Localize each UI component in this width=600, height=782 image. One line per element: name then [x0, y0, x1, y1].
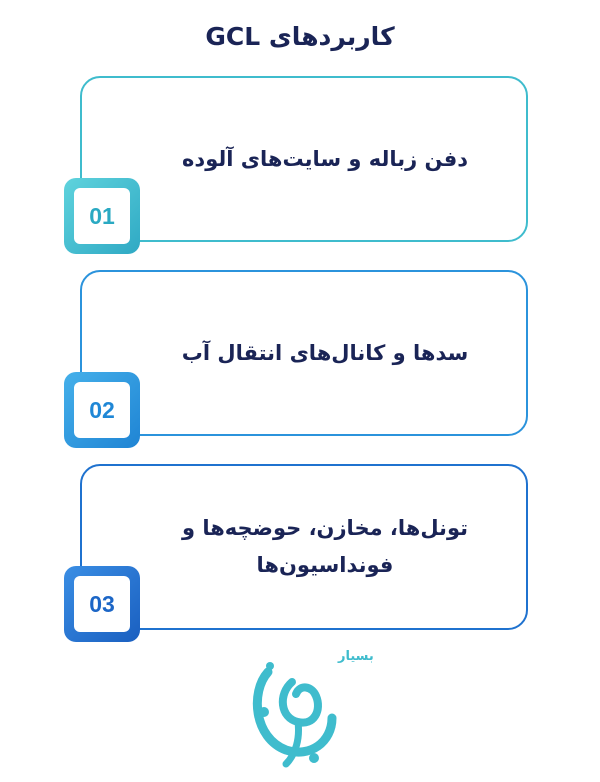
card-3-text: تونل‌ها، مخازن، حوضچه‌ها و فونداسیون‌ها [181, 516, 468, 577]
card-2 [80, 270, 528, 436]
logo-dot-top [266, 662, 274, 670]
bespar-logo-icon [240, 642, 374, 772]
card-1 [80, 76, 528, 242]
badge-3 [64, 566, 140, 642]
card-2-text: سدها و کانال‌های انتقال آب [181, 340, 469, 365]
bespar-logo [240, 642, 374, 772]
badge-2-number: 02 [74, 382, 130, 438]
card-3 [80, 464, 528, 630]
badge-2 [64, 372, 140, 448]
logo-dot-right [309, 753, 319, 763]
logo-dot-left [259, 707, 269, 717]
badge-1-number: 01 [74, 188, 130, 244]
card-1-text: دفن زباله و سایت‌های آلوده [182, 146, 468, 171]
badge-3-number: 03 [74, 576, 130, 632]
logo-text: بسیار [338, 649, 374, 664]
page-title: کاربردهای GCL [205, 22, 395, 51]
badge-1 [64, 178, 140, 254]
